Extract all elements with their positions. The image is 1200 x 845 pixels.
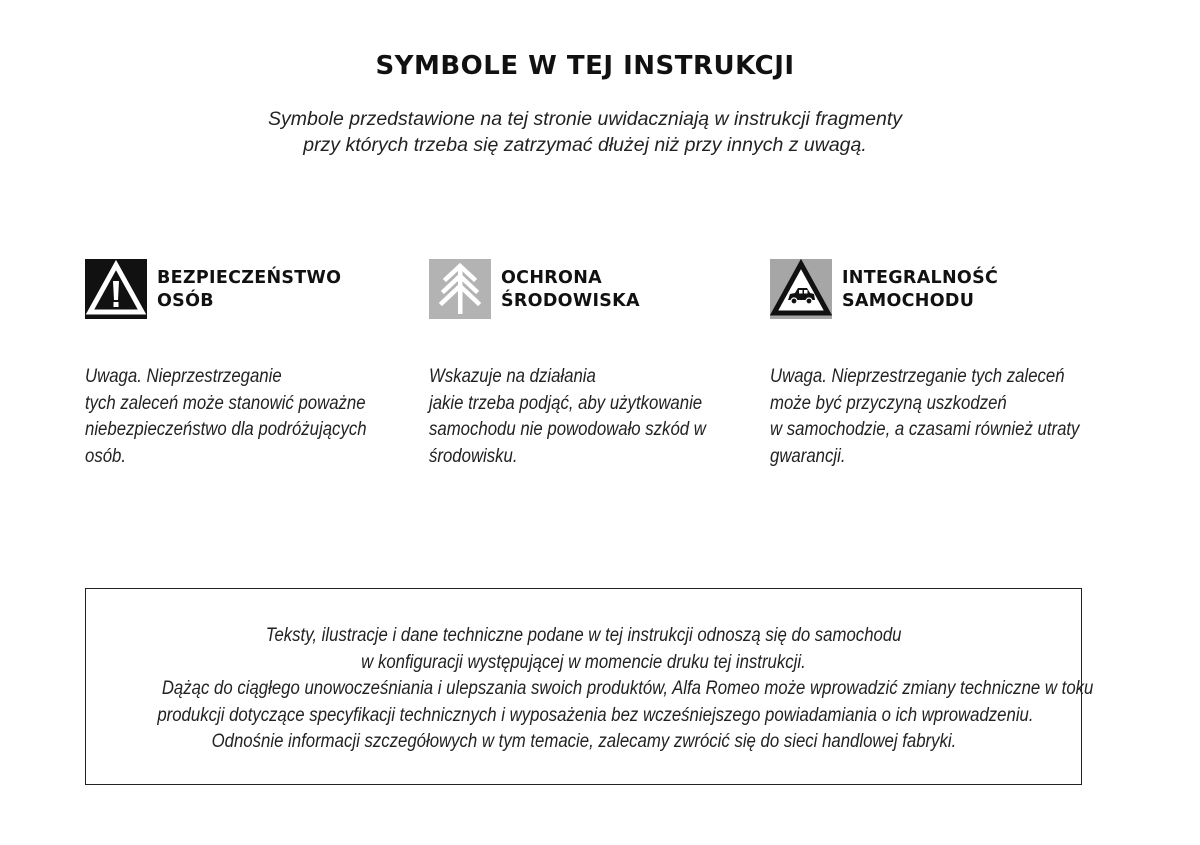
notice-line [86, 675, 1094, 702]
description-line: Uwaga. Nieprzestrzeganie tych zaleceń [770, 365, 1065, 387]
symbol-header [770, 259, 1070, 319]
description-line: tych zaleceń może stanowić poważne [85, 391, 366, 414]
symbol-label [842, 265, 998, 313]
symbol-block-environment [429, 259, 729, 469]
symbol-label-line: OCHRONA [501, 268, 603, 288]
notice-line [86, 702, 1081, 729]
notice-line-text: Odnośnie informacji szczegółowych w tym temacie, zalecamy zwrócić się do sieci handlowej fabryki. [211, 730, 956, 752]
intro-line: Symbole przedstawione na tej stronie uwidaczniają w instrukcji fragmenty [267, 108, 903, 130]
symbol-header [85, 259, 385, 319]
warning-triangle-exclamation-icon [85, 259, 147, 319]
intro-line: przy których trzeba się zatrzymać dłużej niż przy innych z uwagą. [303, 134, 867, 156]
notice-text [86, 622, 1094, 755]
notice-line [86, 622, 1081, 649]
description-line: niebezpieczeństwo dla podróżujących [85, 418, 367, 440]
symbol-description [429, 363, 706, 469]
description-line: Uwaga. Nieprzestrzeganie [85, 365, 282, 387]
notice-line-text: Dążąc do ciągłego unowocześniania i ulepszania swoich produktów, Alfa Romeo może wprowadzić zmiany techniczne w toku [161, 677, 1094, 699]
description-line: jakie trzeba podjąć, aby użytkowanie [429, 391, 703, 414]
notice-line [86, 649, 1081, 676]
symbol-label [501, 265, 640, 313]
symbol-block-vehicle [770, 259, 1080, 469]
description-line: może być przyczyną uszkodzeń [770, 391, 1007, 414]
description-line: środowisku. [429, 444, 518, 467]
description-line: Wskazuje na działania [429, 365, 596, 387]
symbol-label-line: BEZPIECZEŃSTWO [157, 268, 342, 288]
symbol-description [770, 363, 1080, 469]
symbol-label-line: SAMOCHODU [842, 291, 975, 311]
notice-box [85, 588, 1094, 785]
symbol-label-line: OSÓB [157, 291, 214, 311]
symbol-label [157, 265, 341, 313]
symbol-label-line: INTEGRALNOŚĆ [842, 268, 999, 288]
notice-line [86, 728, 1081, 755]
notice-line-text: produkcji dotyczące specyfikacji technicznych i wyposażenia bez wcześniejszego powiadamiania o ich wprowadzeniu. [157, 703, 1034, 726]
symbol-block-safety [85, 259, 385, 469]
description-line: osób. [85, 444, 127, 467]
description-line: w samochodzie, a czasami również utraty [770, 418, 1080, 440]
symbol-label-line: ŚRODOWISKA [501, 291, 640, 311]
page-title: SYMBOLE W TEJ INSTRUKCJI [375, 51, 795, 82]
notice-line-text: w konfiguracji występującej w momencie druku tej instrukcji. [361, 650, 806, 673]
symbol-description [85, 363, 367, 469]
intro-paragraph [0, 106, 1170, 158]
symbol-header [429, 259, 729, 319]
tree-environment-icon [429, 259, 491, 319]
description-line: gwarancji. [770, 444, 846, 467]
description-line: samochodu nie powodowało szkód w [429, 418, 706, 440]
warning-triangle-car-icon [770, 259, 832, 319]
notice-line-text: Teksty, ilustracje i dane techniczne podane w tej instrukcji odnoszą się do samochodu [265, 624, 902, 646]
